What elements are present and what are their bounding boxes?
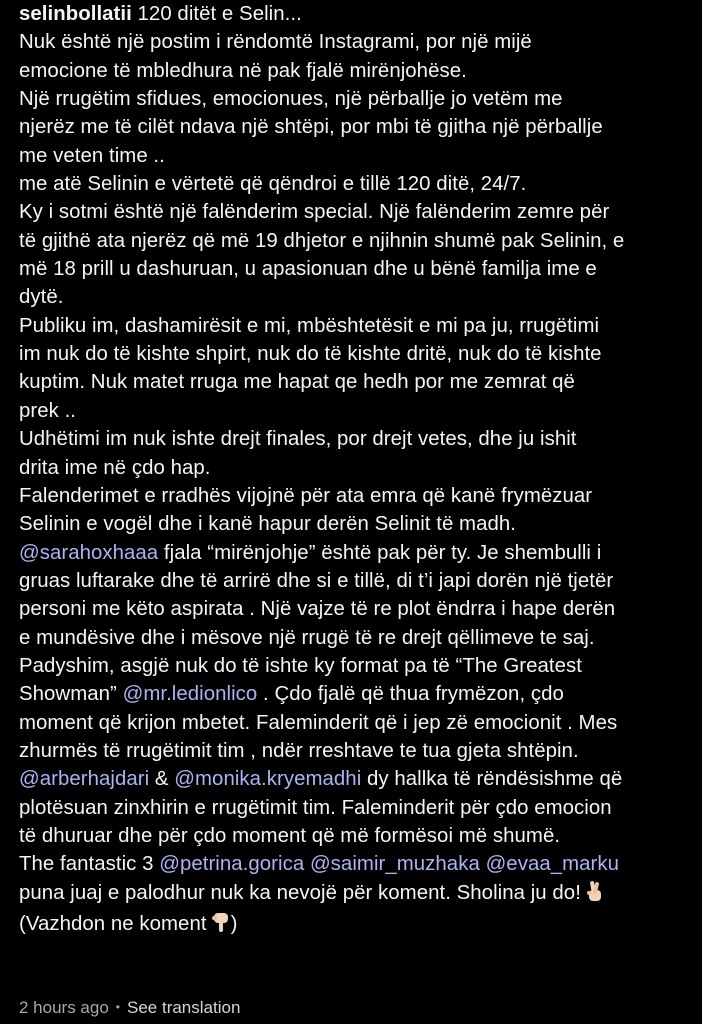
caption-text: . Çdo fjalë që thua frymëzon, çdo xyxy=(257,683,564,706)
meta-separator: • xyxy=(115,1000,120,1014)
caption-text: ) xyxy=(230,913,238,935)
caption-text: Nuk është një postim i rëndomtë Instagrami, por një mijë xyxy=(19,31,532,54)
caption-text: e mundësive dhe i mësove një rrugë të re drejt qëllimeve te saj. xyxy=(19,626,595,649)
caption-line xyxy=(19,765,693,793)
username-link[interactable]: selinbollatii xyxy=(19,3,132,25)
see-translation-button[interactable]: See translation xyxy=(127,998,241,1017)
caption-line xyxy=(19,368,693,396)
caption-line xyxy=(19,425,693,453)
caption-line xyxy=(19,595,693,623)
caption-line xyxy=(19,170,693,198)
caption-line xyxy=(19,539,693,567)
caption-text: kuptim. Nuk matet rruga me hapat qe hedh por me zemrat që xyxy=(19,371,575,394)
caption-line xyxy=(19,624,693,652)
post-meta xyxy=(19,995,240,1020)
mention-sarahoxhaaa[interactable]: @sarahoxhaaa xyxy=(19,541,159,564)
caption-text: njerëz me të cilët ndava një shtëpi, por mbi të gjitha një përballje xyxy=(19,116,603,139)
post-caption xyxy=(19,0,693,941)
mention-arberhajdari[interactable]: @arberhajdari xyxy=(19,768,150,791)
caption-text: prek .. xyxy=(19,399,77,422)
caption-text: im nuk do të kishte shpirt, nuk do të kishte dritë, nuk do të kishte xyxy=(19,343,602,366)
mention-evaa-marku[interactable]: @evaa_marku xyxy=(485,853,620,876)
mention-petrina-gorica[interactable]: @petrina.gorica xyxy=(159,853,305,876)
caption-text: të dhuruar dhe për çdo moment që më formësoi më shumë. xyxy=(19,824,561,847)
caption-line xyxy=(19,454,693,482)
timestamp: 2 hours ago xyxy=(19,998,109,1017)
caption-line xyxy=(19,113,693,141)
caption-text: Udhëtimi im nuk ishte drejt finales, por drejt vetes, dhe ju ishit xyxy=(19,428,577,451)
mention-saimir-muzhaka[interactable]: @saimir_muzhaka xyxy=(309,853,480,876)
mention-monika-kryemadhi[interactable]: @monika.kryemadhi xyxy=(174,768,362,791)
caption-line xyxy=(19,255,693,283)
caption-line xyxy=(19,283,693,311)
caption-text: moment që krijon mbetet. Faleminderit që i jep zë emocionit . Mes xyxy=(19,711,618,734)
caption-line xyxy=(19,850,693,878)
caption-text: (Vazhdon ne koment xyxy=(19,913,207,935)
caption-text: puna juaj e palodhur nuk ka nevojë për koment. Sholina ju do! xyxy=(19,881,581,904)
caption-text: Falenderimet e rradhës vijojnë për ata emra që kanë frymëzuar xyxy=(19,484,593,507)
caption-line xyxy=(19,198,693,226)
caption-text: plotësuan zinxhirin e rrugëtimit tim. Faleminderit për çdo emocion xyxy=(19,796,612,819)
caption-text: The fantastic 3 xyxy=(19,853,160,876)
caption-text: dy hallka të rëndësishme që xyxy=(361,768,623,791)
caption-text: dytë. xyxy=(19,286,64,309)
caption-line xyxy=(19,340,693,368)
caption-line xyxy=(19,57,693,85)
caption-text: emocione të mbledhura në pak fjalë mirënjohëse. xyxy=(19,59,467,82)
caption-line xyxy=(19,567,693,595)
caption-line xyxy=(19,227,693,255)
caption-line xyxy=(19,85,693,113)
caption-text: Padyshim, asgjë nuk do të ishte ky format pa të “The Greatest xyxy=(19,654,582,677)
caption-line xyxy=(19,652,693,680)
caption-line xyxy=(19,510,693,538)
caption-line xyxy=(19,312,693,340)
caption-line xyxy=(19,482,693,510)
caption-line xyxy=(19,28,693,56)
caption-text: Showman” xyxy=(19,683,123,706)
caption-text: më 18 prill u dashuruan, u apasionuan dhe u bënë familja ime e xyxy=(19,258,597,281)
pointing-down-hand-icon xyxy=(211,911,231,941)
caption-line xyxy=(19,142,693,170)
caption-line xyxy=(19,879,693,910)
caption-text: 120 ditët e Selin... xyxy=(131,3,302,25)
caption-text: Publiku im, dashamirësit e mi, mbështetësit e mi pa ju, rrugëtimi xyxy=(19,314,600,337)
caption-text: Selinin e vogël dhe i kanë hapur derën Selinit të madh. xyxy=(19,513,516,536)
caption-text: & xyxy=(149,768,175,791)
caption-line xyxy=(19,794,693,822)
caption-line xyxy=(19,737,693,765)
caption-line xyxy=(19,680,693,708)
caption-text: gruas luftarake dhe të arrirë dhe si e tillë, di t’i japi dorën një tjetër xyxy=(19,569,614,592)
caption-text: zhurmës të rrugëtimit tim , ndër rreshtave te tua gjeta shtëpin. xyxy=(19,739,579,762)
caption-text: të gjithë ata njerëz që më 19 dhjetor e njihnin shumë pak Selinin, e xyxy=(19,229,625,252)
caption-line xyxy=(19,397,693,425)
crossed-fingers-icon xyxy=(585,880,605,910)
caption-text: fjala “mirënjohje” është pak për ty. Je shembulli i xyxy=(158,541,602,564)
caption-text: drita ime në çdo hap. xyxy=(19,456,211,479)
caption-text: personi me këto aspirata . Një vajze të re plot ëndrra i hape derën xyxy=(19,598,616,621)
caption-line xyxy=(19,822,693,850)
caption-text: Ky i sotmi është një falënderim special. Një falënderim zemre për xyxy=(19,201,610,224)
caption-line xyxy=(19,709,693,737)
caption-text: me atë Selinin e vërtetë që qëndroi e tillë 120 ditë, 24/7. xyxy=(19,173,527,196)
mention-mr-ledionlico[interactable]: @mr.ledionlico xyxy=(122,683,258,706)
caption-text: me veten time .. xyxy=(19,144,165,167)
caption-line xyxy=(19,0,693,28)
caption-text: Një rrugëtim sfidues, emocionues, një përballje jo vetëm me xyxy=(19,88,563,111)
caption-line xyxy=(19,910,693,941)
